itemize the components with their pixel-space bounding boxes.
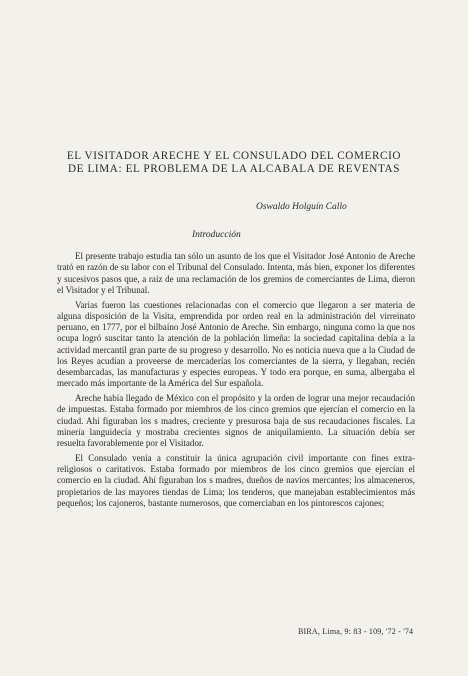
footer-citation: BIRA, Lima, 9: 83 - 109, '72 - '74	[298, 627, 414, 636]
article-body	[57, 251, 415, 513]
paragraph-3: Areche había llegado de México con el propósito y la orden de lograr una mejor recaudación de impuestas. Estaba formado por miembros de los cinco gremios que ejercían el comercio en la ciudad. Ahí figuraban los s madres, creciente y presurosa baja de sus recaudaciones fiscales. La minería languidecía y mostraba crecientes signos de aniquilamiento. La situación debía ser resuelta favorablemente por el Visitador.	[57, 393, 415, 448]
section-heading: Introducción	[192, 230, 241, 240]
paragraph-2: Varias fueron las cuestiones relacionadas con el comercio que llegaron a ser materia de alguna disposición de la Visita, emprendida por orden real en la administración del virreinato peruano, en 1777, por el bilbaíno José Antonio de Areche. Sin embargo, ninguna como la que nos ocupa logró suscitar tanto la atención de la población limeña: la sociedad capitalina debía a la actividad mercantil gran parte de su progreso y desarrollo. No es noticia nueva que a la Ciudad de los Reyes acudían a proveerse de mercaderías los comerciantes de la sierra, y llegaban, recién desembarcadas, las manufacturas y especies europeas. Y todo era porque, en suma, albergaba el mercado más importante de la América del Sur española.	[57, 299, 415, 389]
paragraph-4: El Consulado venía a constituir la única agrupación civil importante con fines extra-religiosos o caritativos. Estaba formado por miembros de los cinco gremios que ejercían el comercio en la ciudad. Ahí figuraban los s madres, dueños de navíos mercantes; los almaceneros, propietarios de las mayores tiendas de Lima; los tenderos, que manejaban establecimientos más pequeños; los cajoneros, bastante numerosos, que comerciaban en los pintorescos cajones;	[57, 452, 415, 508]
author-name: Oswaldo Holguín Callo	[256, 202, 347, 212]
paragraph-1: El presente trabajo estudia tan sólo un asunto de los que el Visitador José Antonio de Areche trató en razón de su labor con el Tribunal del Consulado. Intenta, más bien, exponer los diferentes y sucesivos pasos que, a raíz de una reclamación de los gremios de comerciantes de Lima, dieron el Visitador y el Tribunal.	[57, 251, 415, 295]
article-title: EL VISITADOR ARECHE Y EL CONSULADO DEL COMERCIO DE LIMA: EL PROBLEMA DE LA ALCABALA DE REVENTAS	[66, 150, 402, 175]
